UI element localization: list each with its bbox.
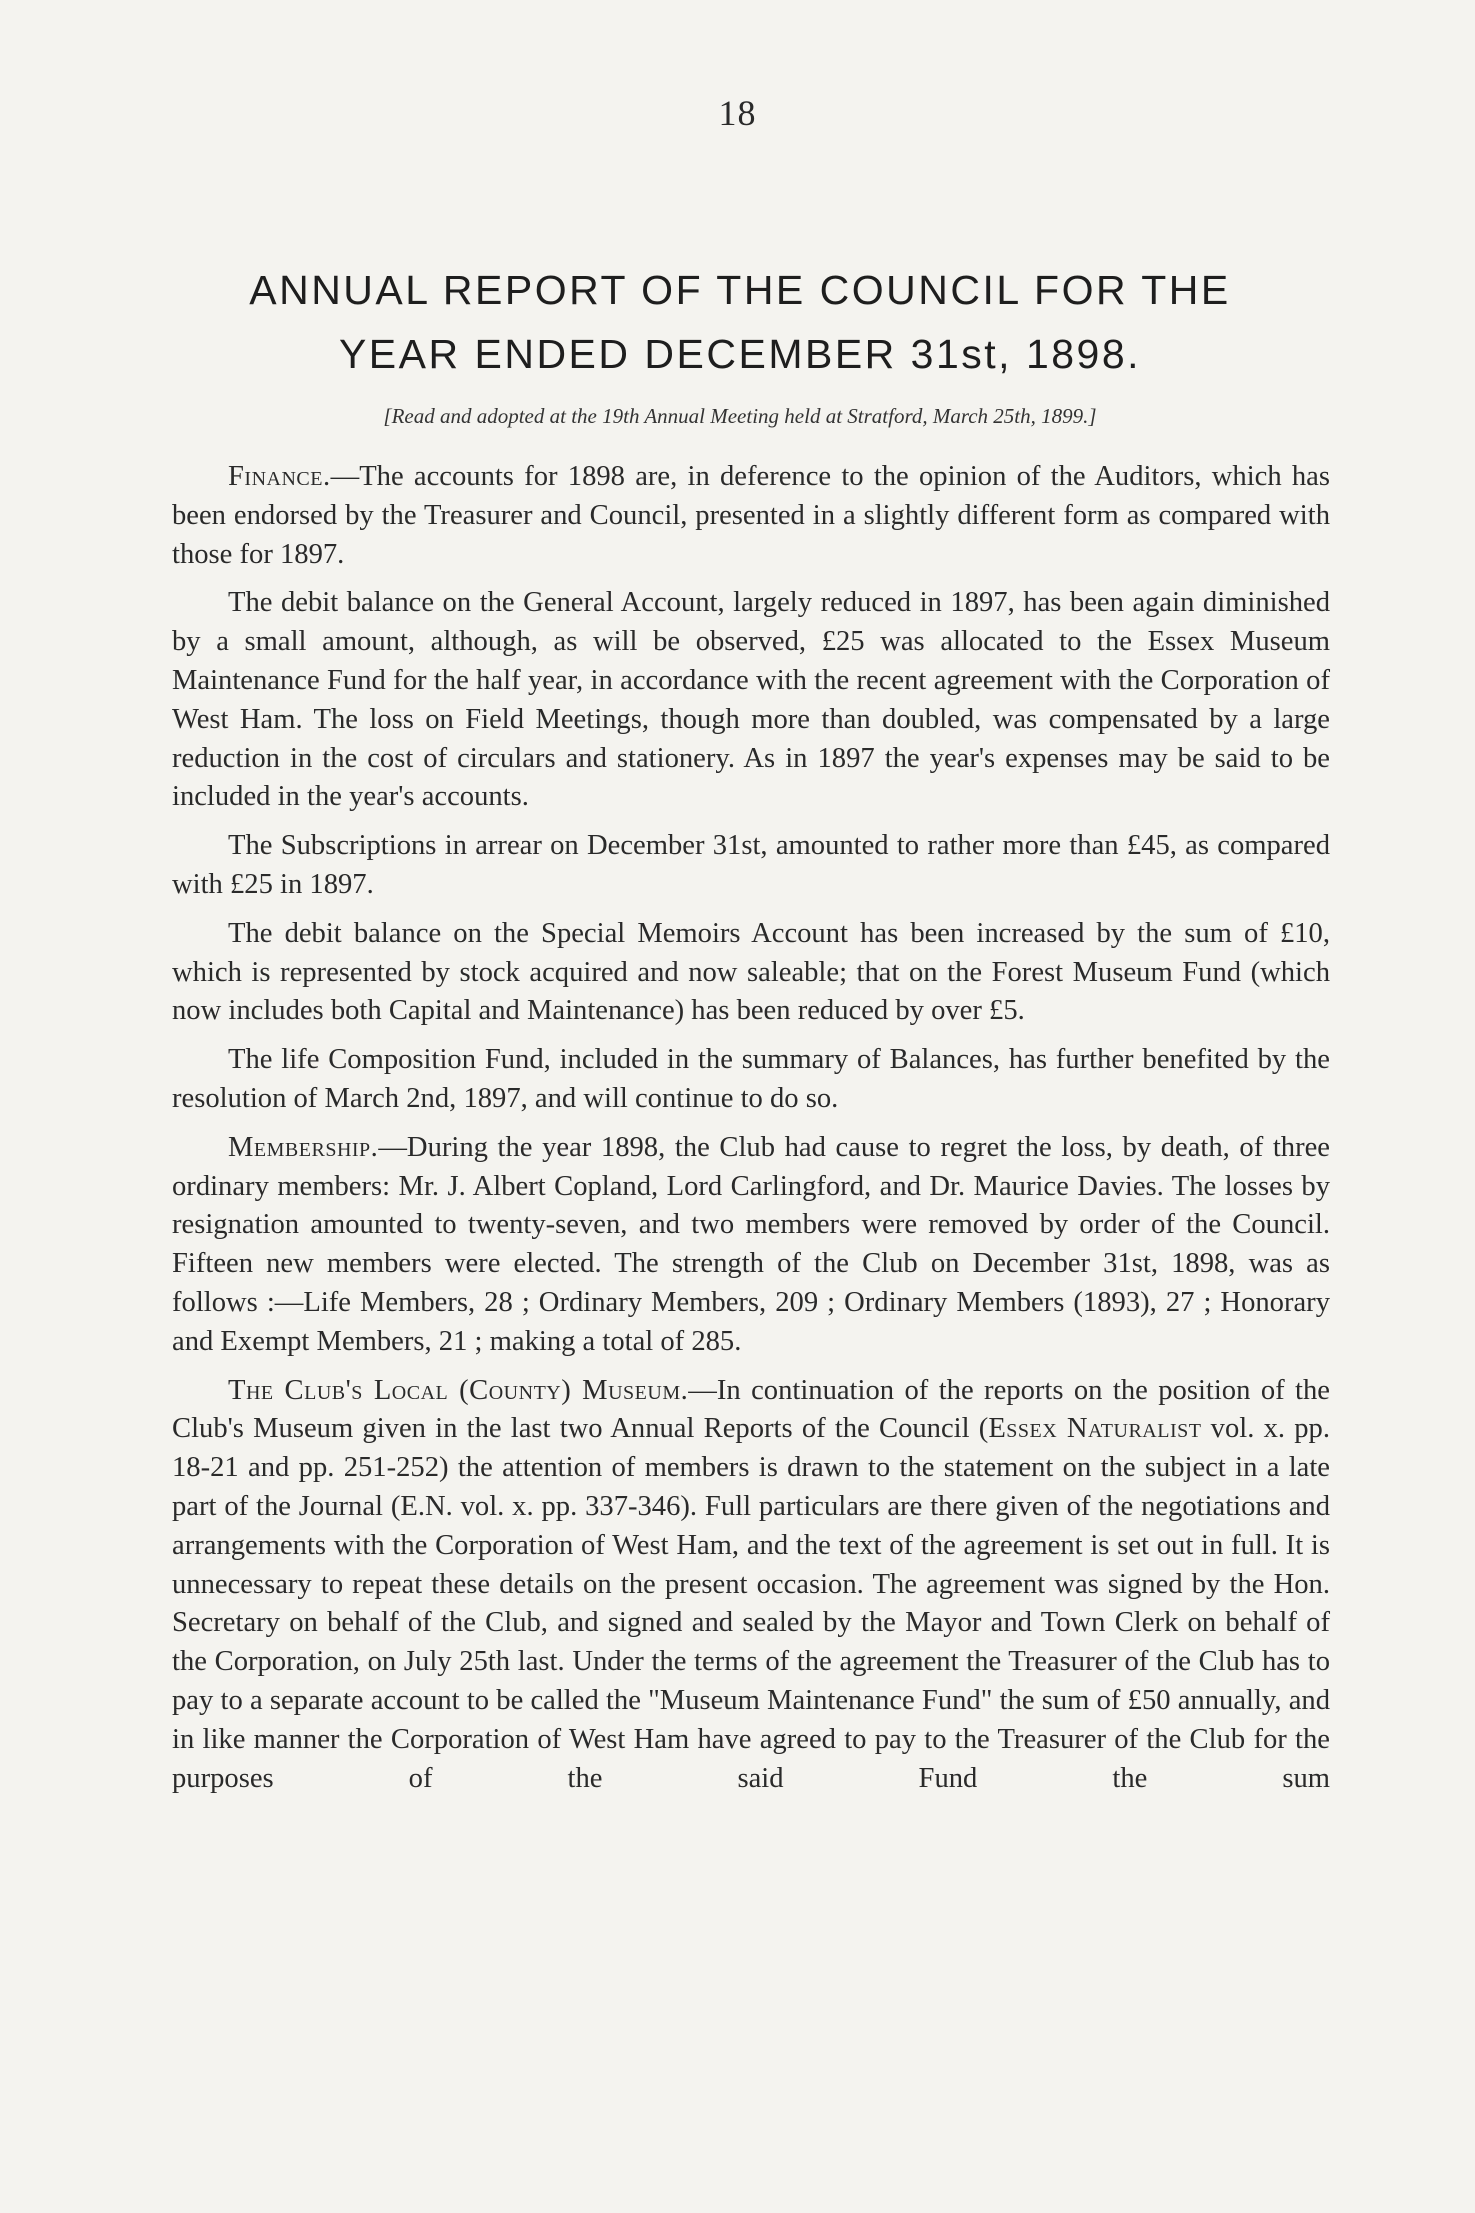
museum-text-a: —In continuation of the reports on the position of the Club's Museum given in the last two Annual Reports of the Council ( [172,1374,1330,1445]
museum-text-b: vol. x. pp. 18-21 and pp. 251-252) the attention of members is drawn to the statement on the subject in a late part of the Journal (E.N. vol. x. pp. 337-346). Full particulars are there given of the negotiations and arrangements with the Corporation of West Ham, and the text of the agreement is set out in full. It is unnecessary to repeat these details on the present occasion. The agreement was signed by the Hon. Secretary on behalf of the Club, and signed and sealed by the Mayor and Town Clerk on behalf of the Corporation, on July 25th last. Under the terms of the agreement the Treasurer of the Club has to pay to a separate account to be called the "Museum Maintenance Fund" the sum of £50 annually, and in like manner the Corporation of West Ham have agreed to pay to the Treasurer of the Club for the purposes of the said Fund the sum [172,1413,1330,1794]
membership-paragraph [172,1129,1330,1362]
finance-paragraph [172,458,1330,574]
report-title-line-2: YEAR ENDED DECEMBER 31st, 1898. [338,331,1142,377]
membership-text: —During the year 1898, the Club had cause to regret the loss, by death, of three ordinary members: Mr. J. Albert Copland, Lord Carlingford, and Dr. Maurice Davies. The losses by resignation amounted to twenty-seven, and two members were removed by order of the Council. Fifteen new members were elected. The strength of the Club on December 31st, 1898, was as follows :—Life Members, 28 ; Ordinary Members, 209 ; Ordinary Members (1893), 27 ; Honorary and Exempt Members, 21 ; making a total of 285. [172,1131,1330,1357]
finance-heading: Finance. [228,461,331,492]
special-memoirs-paragraph: The debit balance on the Special Memoirs Account has been increased by the sum of £10, which is represented by stock acquired and now saleable; that on the Forest Museum Fund (which now includes both Capital and Maintenance) has been reduced by over £5. [172,917,1330,1027]
museum-paragraph [172,1372,1330,1799]
report-title-line-1: ANNUAL REPORT OF THE COUNCIL FOR THE [249,267,1231,313]
report-body [172,458,1330,1808]
subscriptions-paragraph: The Subscriptions in arrear on December 31st, amounted to rather more than £45, as compared with £25 in 1897. [172,830,1330,900]
page-number: 18 [718,93,757,133]
report-title [150,258,1330,386]
life-composition-paragraph: The life Composition Fund, included in the summary of Balances, has further benefited by the resolution of March 2nd, 1897, and will continue to do so. [172,1044,1330,1114]
debit-balance-paragraph: The debit balance on the General Account, largely reduced in 1897, has been again diminished by a small amount, although, as will be observed, £25 was allocated to the Essex Museum Maintenance Fund for the half year, in accordance with the recent agreement with the Corporation of West Ham. The loss on Field Meetings, though more than doubled, was compensated by a large reduction in the cost of circulars and stationery. As in 1897 the year's expenses may be said to be included in the year's accounts. [172,587,1330,813]
museum-heading: The Club's Local (County) Museum. [228,1374,689,1406]
finance-text: —The accounts for 1898 are, in deference to the opinion of the Auditors, which has been endorsed by the Treasurer and Council, presented in a slightly different form as compared with those for 1897. [172,461,1330,570]
membership-heading: Membership. [228,1131,379,1163]
report-subtitle: [Read and adopted at the 19th Annual Meeting held at Stratford, March 25th, 1899.] [383,404,1097,428]
museum-journal-name: Essex Naturalist [988,1413,1202,1445]
